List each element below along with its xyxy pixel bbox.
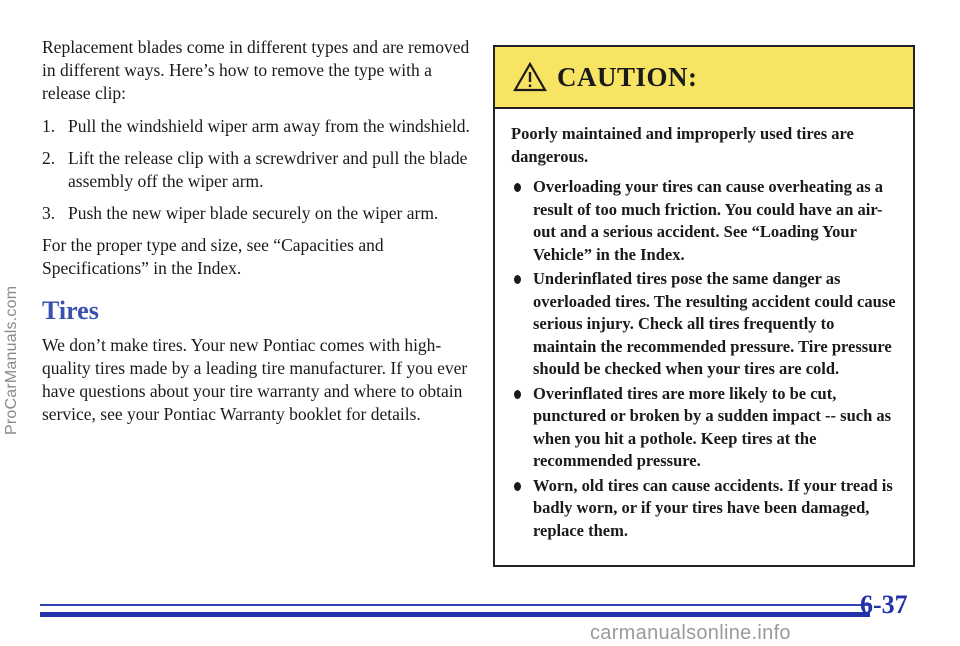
step-text: Lift the release clip with a screwdriver and pull the blade assembly off the wiper arm. <box>68 148 468 191</box>
caution-header <box>495 47 913 109</box>
spec-note: For the proper type and size, see “Capacities and Specifications” in the Index. <box>42 235 384 278</box>
caution-lead: Poorly maintained and improperly used tires are dangerous. <box>511 124 854 166</box>
section-title-tires: Tires <box>42 296 99 325</box>
list-item <box>42 202 472 225</box>
intro-paragraph: Replacement blades come in different types and are removed in different ways. Here’s how to remove the type with a release clip: <box>42 37 470 103</box>
bullet-icon <box>511 383 533 473</box>
tires-paragraph: We don’t make tires. Your new Pontiac comes with high-quality tires made by a leading tire manufacturer. If you ever have questions about your tire warranty and where to obtain service, see your Pontiac Warranty booklet for details. <box>42 335 468 424</box>
caution-bullets <box>511 176 897 542</box>
step-number: 2. <box>42 148 56 168</box>
warning-triangle-icon <box>513 62 547 92</box>
caution-title: CAUTION: <box>557 61 698 92</box>
bullet-text: Overinflated tires are more likely to be cut, punctured or broken by a sudden impact -- such as when you hit a pothole. Keep tires at the recommended pressure. <box>533 383 892 470</box>
list-item <box>511 383 897 473</box>
step-number: 1. <box>42 116 56 136</box>
step-number: 3. <box>42 203 56 223</box>
bullet-icon <box>511 176 533 266</box>
caution-body <box>495 109 913 542</box>
list-item <box>511 268 897 381</box>
list-item <box>42 115 472 138</box>
watermark: ProCarManuals.com <box>3 285 20 435</box>
list-item <box>511 176 897 266</box>
bullet-text: Worn, old tires can cause accidents. If your tread is badly worn, or if your tires have been damaged, replace them. <box>533 475 893 540</box>
bullet-text: Underinflated tires pose the same danger as overloaded tires. The resulting accident could cause serious injury. Check all tires frequently to maintain the recommended pressure. Tire pressure should be checked when your tires are cold. <box>533 269 896 378</box>
list-item <box>42 147 472 193</box>
footer-divider <box>40 612 870 617</box>
footer-divider-thin <box>40 604 870 606</box>
bullet-text: Overloading your tires can cause overheating as a result of too much friction. You could have an air-out and a serious accident. See “Loading Your Vehicle” in the Index. <box>533 177 883 264</box>
steps-list <box>42 115 472 225</box>
step-text: Pull the windshield wiper arm away from the windshield. <box>68 116 470 136</box>
bullet-icon <box>511 475 533 543</box>
site-watermark: carmanualsonline.info <box>590 622 791 644</box>
page-number: 6-37 <box>860 590 908 619</box>
step-text: Push the new wiper blade securely on the wiper arm. <box>68 203 439 223</box>
list-item <box>511 475 897 543</box>
left-column <box>42 36 472 426</box>
caution-box <box>493 45 915 567</box>
bullet-icon <box>511 268 533 381</box>
